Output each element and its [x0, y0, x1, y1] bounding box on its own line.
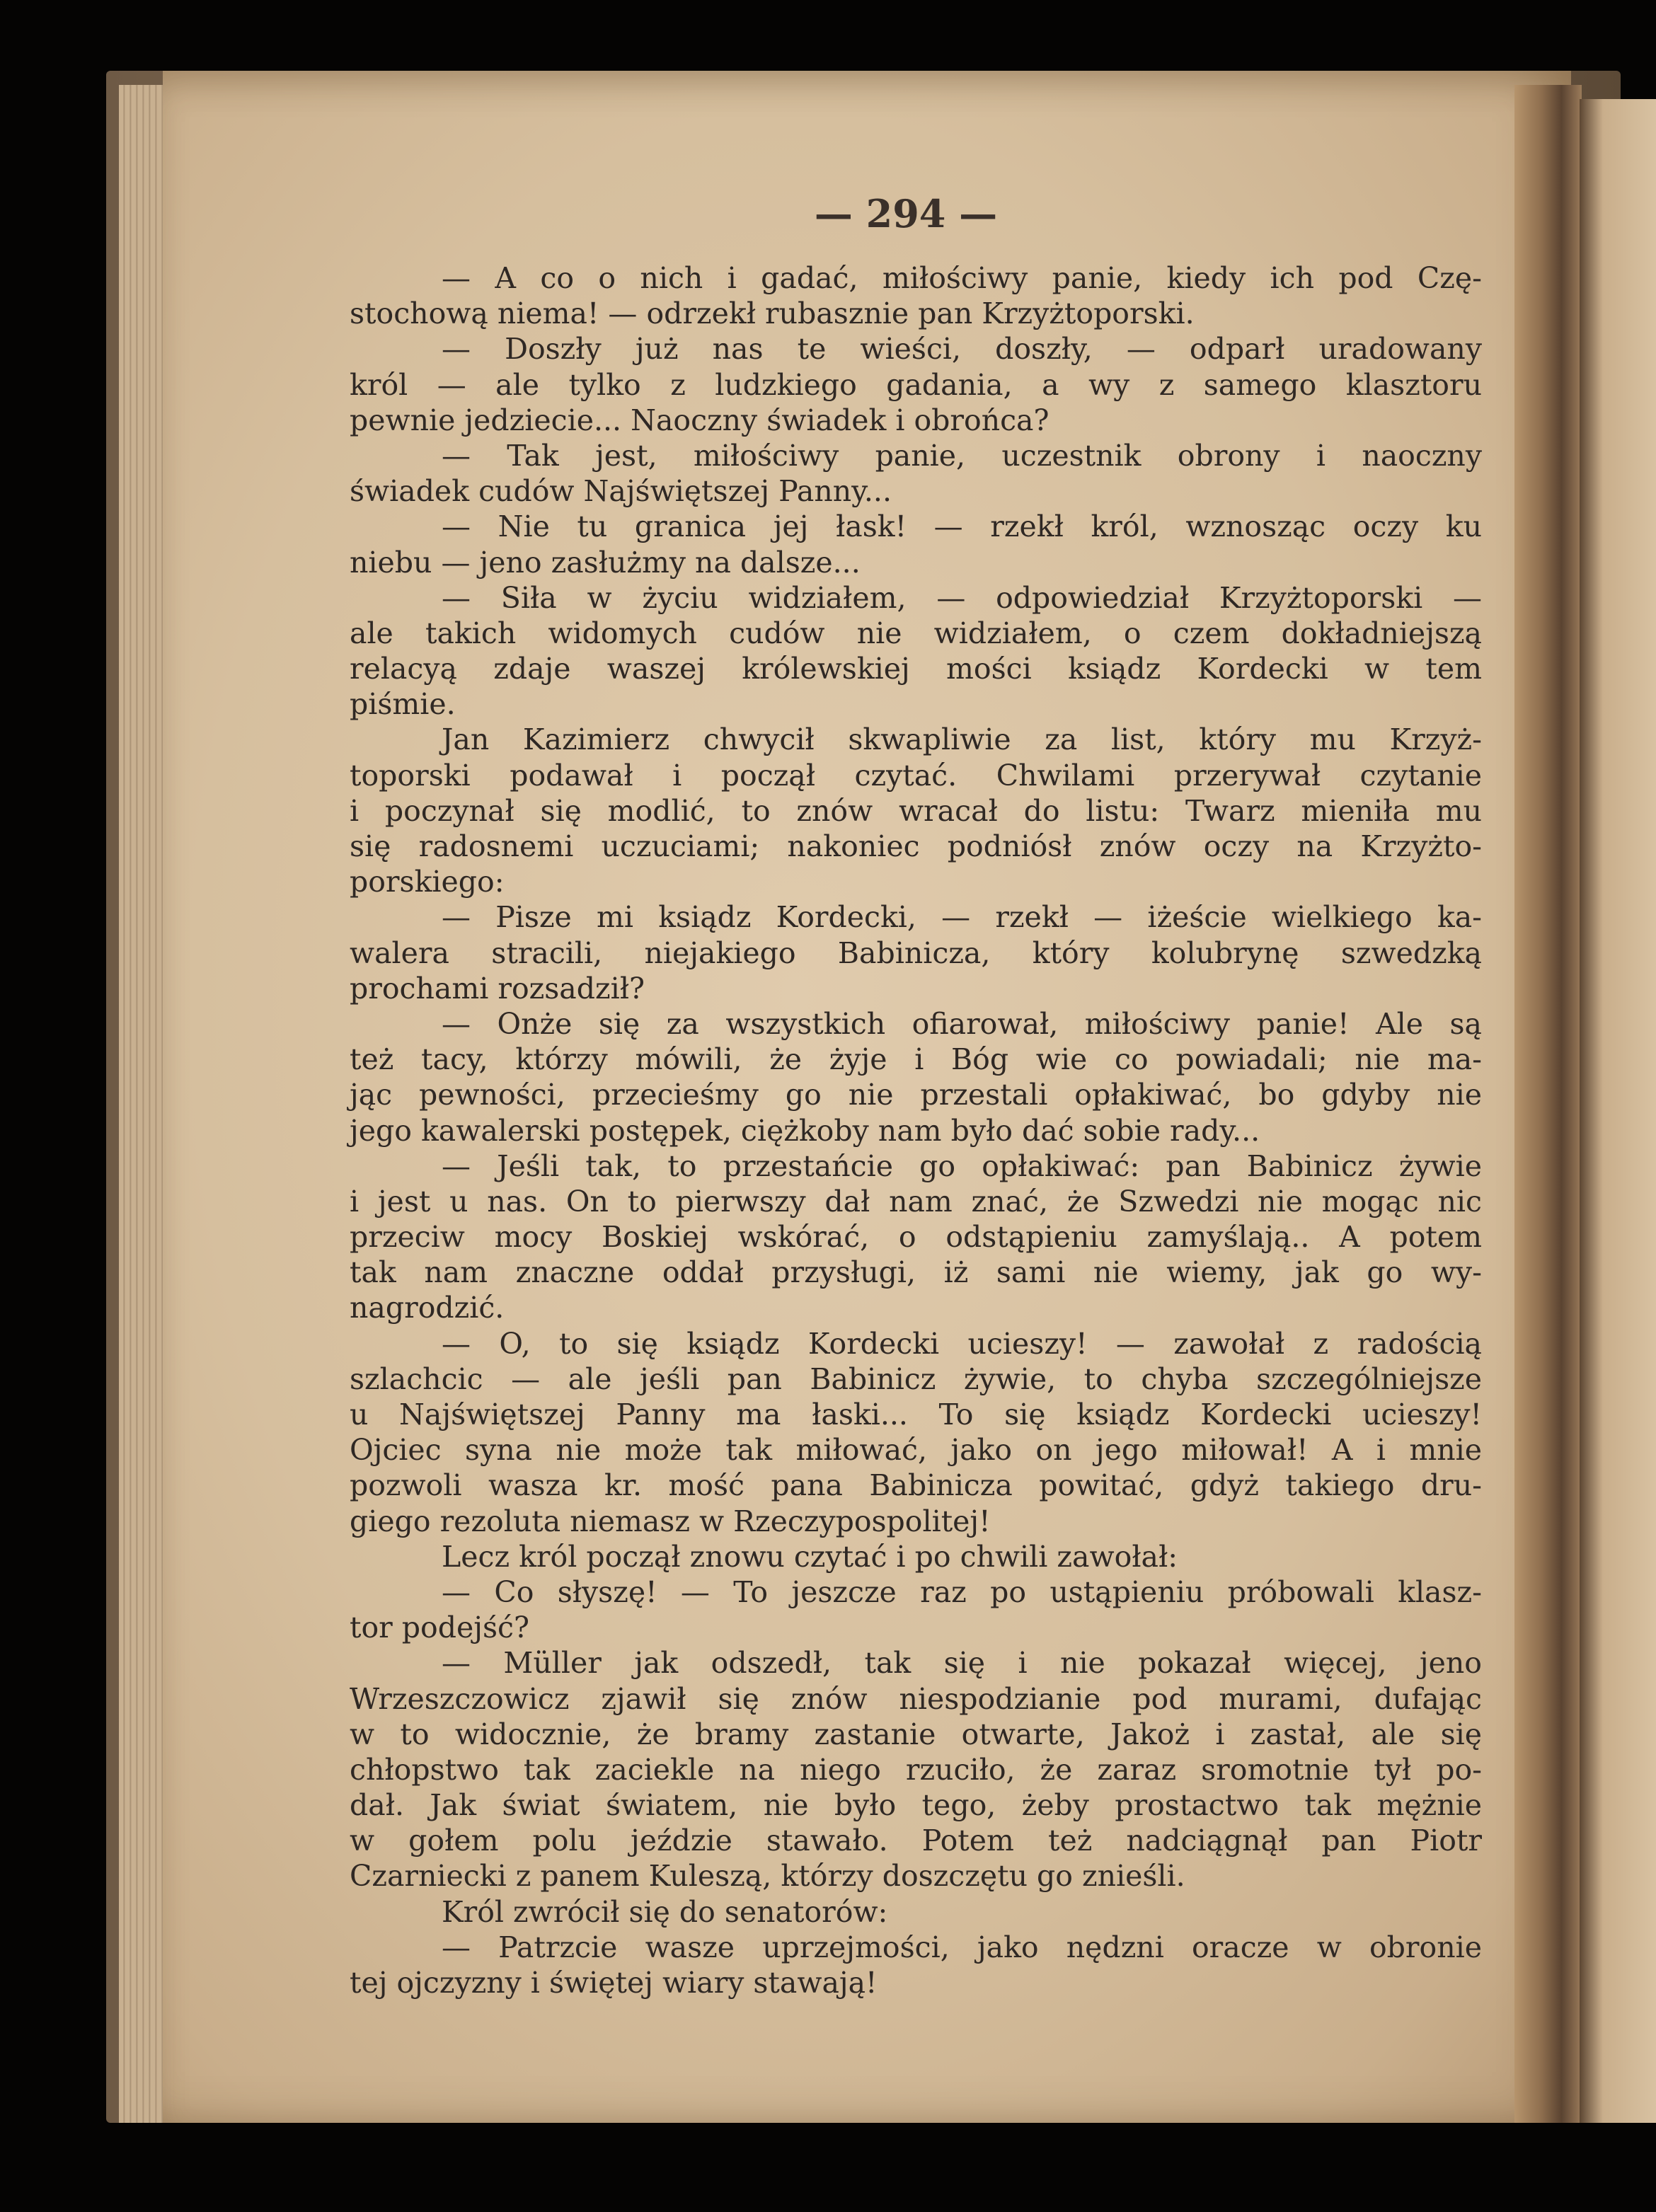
text-line: pozwoli wasza kr. mość pana Babinicza powitać, gdyż takiego dru-: [350, 1468, 1482, 1503]
facing-page-edge: [1580, 99, 1656, 2123]
page-text: [350, 260, 1482, 2000]
text-line: się radosnemi uczuciami; nakoniec podniósł znów oczy na Krzyżto-: [350, 829, 1482, 863]
text-line: chłopstwo tak zaciekle na niego rzuciło, że zaraz sromotnie tył po-: [350, 1752, 1482, 1787]
text-line: Król zwrócił się do senatorów:: [442, 1894, 888, 1929]
text-line: — Jeśli tak, to przestańcie go opłakiwać: pan Babinicz żywie: [442, 1148, 1482, 1183]
text-line: tak nam znaczne oddał przysługi, iż sami nie wiemy, jak go wy-: [350, 1255, 1482, 1290]
text-line: — Co słyszę! — To jeszcze raz po ustąpieniu próbowali klasz-: [442, 1574, 1482, 1609]
text-line: szlachcic — ale jeśli pan Babinicz żywie, to chyba szczególniejsze: [350, 1361, 1482, 1396]
text-line: relacyą zdaje waszej królewskiej mości ksiądz Kordecki w tem: [350, 652, 1482, 686]
text-line: tej ojczyzny i świętej wiary stawają!: [350, 1966, 878, 2000]
text-line: Ojciec syna nie może tak miłować, jako on jego miłował! A i mnie: [350, 1433, 1482, 1468]
text-line: tor podejść?: [350, 1611, 529, 1645]
text-line: w to widocznie, że bramy zastanie otwarte, Jakoż i zastał, ale się: [350, 1717, 1482, 1751]
text-line: król — ale tylko z ludzkiego gadania, a wy z samego klasztoru: [350, 367, 1482, 402]
text-line: Lecz król począł znowu czytać i po chwili zawołał:: [442, 1539, 1178, 1574]
text-line: dał. Jak świat światem, nie było tego, żeby prostactwo tak mężnie: [350, 1788, 1482, 1823]
text-line: jego kawalerski postępek, ciężkoby nam było dać sobie rady...: [350, 1113, 1260, 1148]
text-line: nagrodzić.: [350, 1291, 505, 1325]
text-line: i poczynał się modlić, to znów wracał do listu: Twarz mieniła mu: [350, 793, 1482, 828]
text-line: piśmie.: [350, 687, 456, 722]
text-line: — Patrzcie wasze uprzejmości, jako nędzni oracze w obronie: [442, 1930, 1482, 1964]
text-line: pewnie jedziecie... Naoczny świadek i obrońca?: [350, 403, 1050, 437]
text-line: giego rezoluta niemasz w Rzeczypospolitej!: [350, 1504, 991, 1538]
text-line: ale takich widomych cudów nie widziałem, o czem dokładniejszą: [350, 616, 1482, 650]
text-line: walera stracili, niejakiego Babinicza, który kolubrynę szwedzką: [350, 935, 1482, 970]
text-line: jąc pewności, przecieśmy go nie przestali opłakiwać, bo gdyby nie: [350, 1078, 1482, 1112]
text-line: toporski podawał i począł czytać. Chwilami przerywał czytanie: [350, 758, 1482, 793]
text-line: Wrzeszczowicz zjawił się znów niespodzianie pod murami, dufając: [350, 1681, 1482, 1716]
text-line: i jest u nas. On to pierwszy dał nam znać, że Szwedzi nie mogąc nic: [350, 1184, 1482, 1219]
text-line: niebu — jeno zasłużmy na dalsze...: [350, 545, 861, 580]
text-line: przeciw mocy Boskiej wskórać, o odstąpieniu zamyślają.. A potem: [350, 1220, 1482, 1255]
text-line: — Doszły już nas te wieści, doszły, — odparł uradowany: [442, 332, 1482, 367]
text-line: w gołem polu jeździe stawało. Potem też nadciągnął pan Piotr: [350, 1824, 1482, 1858]
text-line: — A co o nich i gadać, miłościwy panie, kiedy ich pod Czę-: [442, 261, 1482, 295]
page-number: — 294 —: [814, 191, 998, 236]
text-line: Jan Kazimierz chwycił skwapliwie za list, który mu Krzyż-: [442, 722, 1482, 757]
book-gutter: [1514, 85, 1582, 2123]
text-line: — Tak jest, miłościwy panie, uczestnik obrony i naoczny: [442, 438, 1482, 473]
text-line: — Müller jak odszedł, tak się i nie pokazał więcej, jeno: [442, 1646, 1482, 1681]
text-line: prochami rozsadził?: [350, 971, 645, 1006]
text-line: — O, to się ksiądz Kordecki ucieszy! — zawołał z radością: [442, 1326, 1482, 1361]
text-line: porskiego:: [350, 865, 505, 899]
text-line: stochową niema! — odrzekł rubasznie pan Krzyżtoporski.: [350, 296, 1195, 331]
text-line: — Nie tu granica jej łask! — rzekł król, wznosząc oczy ku: [442, 509, 1482, 544]
text-line: — Pisze mi ksiądz Kordecki, — rzekł — iżeście wielkiego ka-: [442, 900, 1482, 935]
text-line: — Siła w życiu widziałem, — odpowiedział Krzyżtoporski —: [442, 580, 1482, 615]
text-line: Czarniecki z panem Kuleszą, którzy doszczętu go znieśli.: [350, 1859, 1185, 1894]
text-line: świadek cudów Najświętszej Panny...: [350, 474, 892, 509]
text-line: też tacy, którzy mówili, że żyje i Bóg wie co powiadali; nie ma-: [350, 1042, 1482, 1077]
text-line: — Onże się za wszystkich ofiarował, miłościwy panie! Ale są: [442, 1006, 1482, 1041]
text-line: u Najświętszej Panny ma łaski... To się ksiądz Kordecki ucieszy!: [350, 1398, 1482, 1432]
